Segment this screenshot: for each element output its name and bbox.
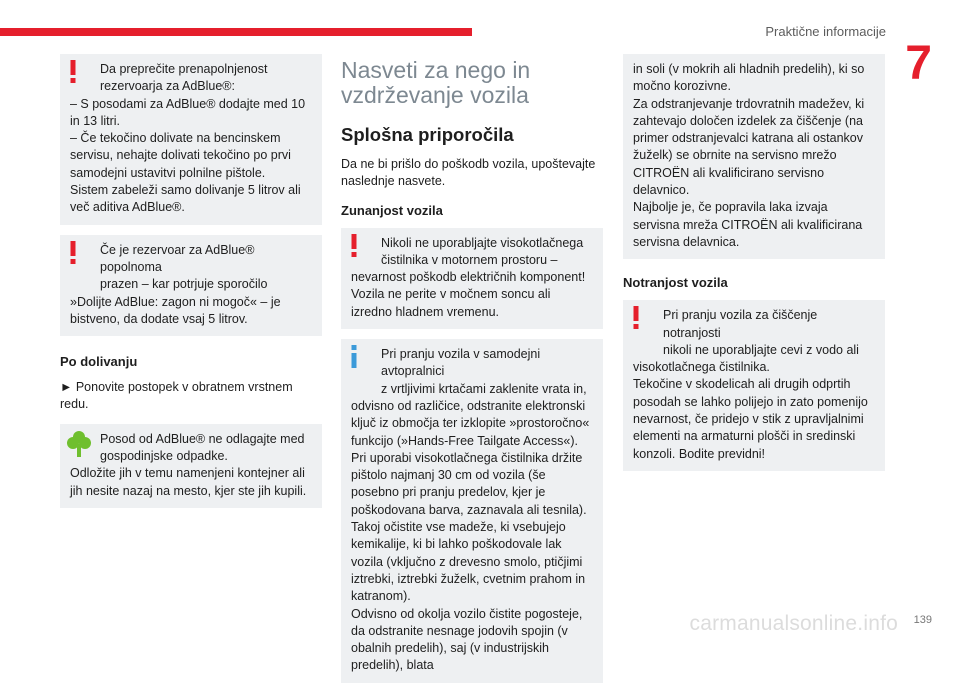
box-lead-line: Pri pranju vozila za čiščenje notranjosti — [663, 308, 818, 340]
box-lead-line: rezervoarja za AdBlue®: — [100, 79, 235, 94]
box-lead-line: Če je rezervoar za AdBlue® popolnoma — [100, 242, 255, 274]
box-text: visokotlačnega čistilnika. — [633, 360, 770, 375]
box-lead-line: Pri pranju vozila v samodejni avtopralnici — [381, 347, 541, 379]
info-box-continued — [623, 54, 885, 259]
box-text: in soli (v mokrih ali hladnih predelih), ki so močno korozivne. — [633, 62, 865, 94]
box-text: Sistem zabeleži samo dolivanje 5 litrov ali več aditiva AdBlue®. — [70, 183, 301, 215]
box-text: »Dolijte AdBlue: zagon ni mogoč« – je bistveno, da dodate vsaj 5 litrov. — [70, 294, 281, 326]
chapter-number: 7 — [905, 37, 932, 90]
warning-exclamation-icon — [349, 234, 359, 263]
column-right — [623, 54, 885, 481]
info-icon — [349, 345, 359, 374]
column-left — [60, 54, 322, 518]
box-lead-line: Nikoli ne uporabljajte visokotlačnega — [381, 235, 584, 250]
box-text: Odvisno od okolja vozilo čistite pogosteje, da odstranite nesnage jodovih spojin (v obalnih predelih), saj (v industrijskih predelih), blata — [351, 606, 583, 673]
warning-exclamation-icon — [68, 241, 78, 270]
column-middle — [341, 54, 603, 693]
box-lead-line: prazen – kar potrjuje sporočilo — [100, 277, 268, 292]
subsection-heading-interior: Notranjost vozila — [623, 275, 728, 291]
warning-box — [341, 228, 603, 329]
watermark-text: carmanualsonline.info — [689, 612, 898, 635]
section-heading-after-refill: Po dolivanju — [60, 354, 138, 370]
box-text: Takoj očistite vse madeže, ki vsebujejo kemikalije, ki bi lahko poškodovale lak vozila (vključno z drevesno smolo, ptičjimi iztrebki, iztrebki žuželk, cvetnim prahom in katranom). — [351, 520, 586, 604]
warning-box — [623, 300, 885, 471]
page-number: 139 — [913, 614, 932, 626]
box-lead-line: Da preprečite prenapolnjenost — [100, 62, 268, 76]
instruction-bullet: ► Ponovite postopek v obratnem vrstnem redu. — [60, 380, 293, 412]
section-heading: Splošna priporočila — [341, 124, 514, 145]
eco-tree-icon — [66, 430, 92, 463]
box-text: Pri uporabi visokotlačnega čistilnika držite pištolo najmanj 30 cm od vozila (še posebno pri pranju predelov, kjer je poškodovana barva, zaznavala ali tesnila). — [351, 450, 587, 517]
box-lead-line: nikoli ne uporabljajte cevi z vodo ali — [663, 342, 859, 357]
warning-exclamation-icon — [68, 60, 78, 89]
warning-box — [60, 235, 322, 336]
box-text: odvisno od različice, odstranite elektronski ključ iz območja ter izklopite »prostoročno« funkcijo (»Hands-Free Tailgate Access«). — [351, 398, 590, 448]
chapter-section-title — [341, 58, 603, 108]
page-header-title: Praktične informacije — [765, 24, 886, 39]
box-text: – S posodami za AdBlue® dodajte med 10 in 13 litri. — [70, 96, 306, 128]
warning-box — [60, 54, 322, 225]
title-line: vzdrževanje vozila — [341, 82, 529, 108]
subsection-heading-exterior: Zunanjost vozila — [341, 202, 443, 218]
intro-paragraph: Da ne bi prišlo do poškodb vozila, upoštevajte naslednje nasvete. — [341, 157, 596, 189]
box-text: Najbolje je, če popravila laka izvaja servisna mreža CITROËN ali kvalificirana servisna delavnica. — [633, 200, 863, 249]
box-text: Odložite jih v temu namenjeni kontejner ali jih nesite nazaj na mesto, kjer ste jih kupili. — [70, 466, 307, 498]
box-lead-line: Posod od AdBlue® ne odlagajte med — [100, 431, 305, 446]
box-text: Vozila ne perite v močnem soncu ali izredno hladnem vremenu. — [351, 287, 551, 319]
box-text: nevarnost poškodb električnih komponent! — [351, 270, 586, 285]
box-lead-line: z vrtljivimi krtačami zaklenite vrata in, — [381, 381, 587, 396]
box-lead-line: čistilnika v motornem prostoru – — [381, 252, 558, 267]
warning-exclamation-icon — [631, 306, 641, 335]
box-text: Za odstranjevanje trdovratnih madežev, ki zahtevajo določen izdelek za čiščenje (na primer odstranjevalci katrana ali ostankov žuželk) se obrnite na servisno mrežo CITROËN ali kvalificirano servisno delavnico. — [633, 96, 865, 198]
box-lead-line: gospodinjske odpadke. — [100, 449, 228, 464]
title-line: Nasveti za nego in — [341, 57, 531, 83]
box-text: Tekočine v skodelicah ali drugih odprtih posodah se lahko polijejo in zato pomenijo nevarnost, če pridejo v stik z upravljalnimi elementi na armaturni plošči in sredinski konzoli. Bodite previdni! — [633, 377, 868, 461]
environment-box — [60, 424, 322, 508]
box-text: – Če tekočino dolivate na bencinskem servisu, nehajte dolivati tekočino po prvi samodejni ustavitvi polnilne pištole. — [70, 131, 291, 180]
info-box — [341, 339, 603, 683]
header-accent-bar — [0, 28, 472, 36]
